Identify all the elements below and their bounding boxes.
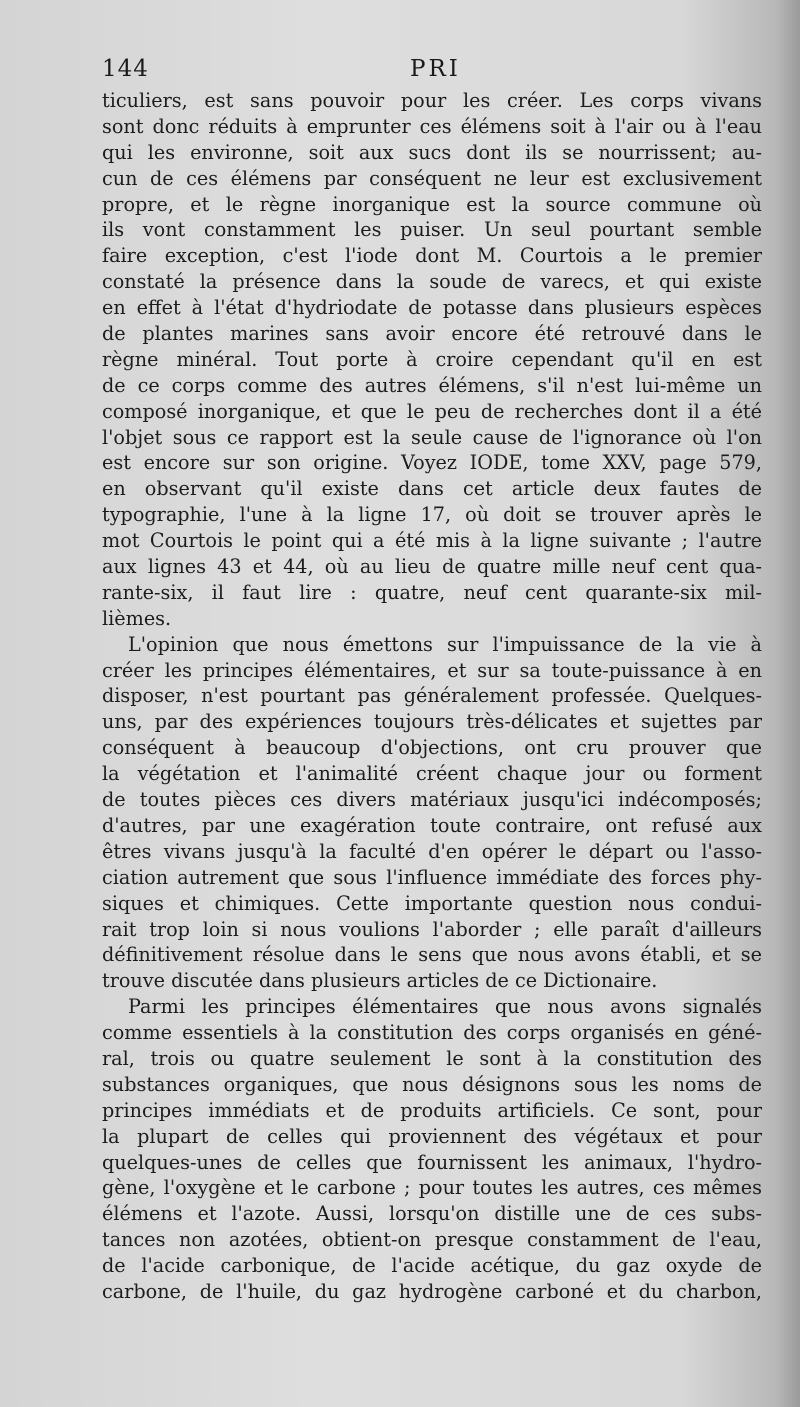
paragraph-text — [102, 632, 762, 994]
text-line: en effet à l'état d'hydriodate de potasse dans plusieurs espèces — [102, 296, 762, 320]
text-line: l'objet sous ce rapport est la seule cause de l'ignorance où l'on — [102, 425, 762, 449]
text-line: la végétation et l'animalité créent chaque jour ou forment — [102, 762, 762, 786]
text-line: est encore sur son origine. Voyez IODE, tome XXV, page 579, — [102, 451, 762, 475]
text-line: de toutes pièces ces divers matériaux jusqu'ici indécomposés; — [102, 788, 762, 812]
text-line: aux lignes 43 et 44, où au lieu de quatre mille neuf cent qua- — [102, 555, 762, 579]
page-header — [102, 56, 762, 90]
text-line: ciation autrement que sous l'influence immédiate des forces phy- — [102, 865, 762, 889]
text-line: de l'acide carbonique, de l'acide acétique, du gaz oxyde de — [102, 1254, 762, 1278]
text-line: cun de ces élémens par conséquent ne leur est exclusivement — [102, 166, 762, 190]
text-line: comme essentiels à la constitution des corps organisés en géné- — [102, 1021, 762, 1045]
text-line: sont donc réduits à emprunter ces élémens soit à l'air ou à l'eau — [102, 114, 762, 138]
text-line: créer les principes élémentaires, et sur sa toute-puissance à en — [102, 658, 762, 682]
body-text — [102, 88, 762, 1305]
text-line: principes immédiats et de produits artificiels. Ce sont, pour — [102, 1098, 762, 1122]
text-line: ils vont constamment les puiser. Un seul pourtant semble — [102, 218, 762, 242]
text-line: définitivement résolue dans le sens que nous avons établi, et se — [102, 943, 762, 967]
text-line: quelques-unes de celles que fournissent les animaux, l'hydro- — [102, 1150, 762, 1174]
text-line: rante-six, il faut lire : quatre, neuf cent quarante-six mil- — [102, 580, 762, 604]
text-line: siques et chimiques. Cette importante question nous condui- — [102, 891, 762, 915]
text-line: lièmes. — [102, 606, 172, 630]
text-line: règne minéral. Tout porte à croire cependant qu'il en est — [102, 347, 762, 371]
text-line: carbone, de l'huile, du gaz hydrogène carboné et du charbon, — [102, 1279, 762, 1303]
running-head: PRI — [410, 56, 461, 82]
text-line: qui les environne, soit aux sucs dont ils se nourrissent; au- — [102, 140, 762, 164]
paragraph-text — [102, 88, 762, 632]
text-line: la plupart de celles qui proviennent des végétaux et pour — [102, 1124, 762, 1148]
text-line: de ce corps comme des autres élémens, s'il n'est lui-même un — [102, 373, 762, 397]
text-line: constaté la présence dans la soude de varecs, et qui existe — [102, 270, 762, 294]
text-line: d'autres, par une exagération toute contraire, ont refusé aux — [102, 813, 762, 837]
text-line: tances non azotées, obtient-on presque constamment de l'eau, — [102, 1228, 762, 1252]
text-line: Parmi les principes élémentaires que nous avons signalés — [128, 995, 762, 1019]
text-line: L'opinion que nous émettons sur l'impuissance de la vie à — [128, 632, 762, 656]
text-line: en observant qu'il existe dans cet article deux fautes de — [102, 477, 762, 501]
text-line: typographie, l'une à la ligne 17, où doit se trouver après le — [102, 503, 762, 527]
paragraph-1 — [102, 88, 762, 632]
text-line: faire exception, c'est l'iode dont M. Courtois a le premier — [102, 244, 762, 268]
text-line: conséquent à beaucoup d'objections, ont cru prouver que — [102, 736, 762, 760]
text-line: uns, par des expériences toujours très-délicates et sujettes par — [102, 710, 762, 734]
paragraph-text — [102, 994, 762, 1305]
text-line: mot Courtois le point qui a été mis à la ligne suivante ; l'autre — [102, 529, 762, 553]
page-number: 144 — [102, 56, 149, 82]
text-line: trouve discutée dans plusieurs articles de ce Dictionaire. — [102, 969, 658, 993]
paragraph-3 — [102, 994, 762, 1305]
text-line: propre, et le règne inorganique est la source commune où — [102, 192, 762, 216]
text-line: gène, l'oxygène et le carbone ; pour toutes les autres, ces mêmes — [102, 1176, 762, 1200]
text-line: êtres vivans jusqu'à la faculté d'en opérer le départ ou l'asso- — [102, 839, 762, 863]
paragraph-2 — [102, 632, 762, 994]
text-line: ral, trois ou quatre seulement le sont à la constitution des — [102, 1046, 762, 1070]
text-line: de plantes marines sans avoir encore été retrouvé dans le — [102, 322, 762, 346]
text-line: substances organiques, que nous désignons sous les noms de — [102, 1072, 762, 1096]
text-line: ticuliers, est sans pouvoir pour les créer. Les corps vivans — [102, 89, 762, 112]
text-line: disposer, n'est pourtant pas généralement professée. Quelques- — [102, 684, 762, 708]
text-line: rait trop loin si nous voulions l'aborder ; elle paraît d'ailleurs — [102, 917, 762, 941]
text-line: composé inorganique, et que le peu de recherches dont il a été — [102, 399, 762, 423]
text-line: élémens et l'azote. Aussi, lorsqu'on distille une de ces subs- — [102, 1202, 762, 1226]
